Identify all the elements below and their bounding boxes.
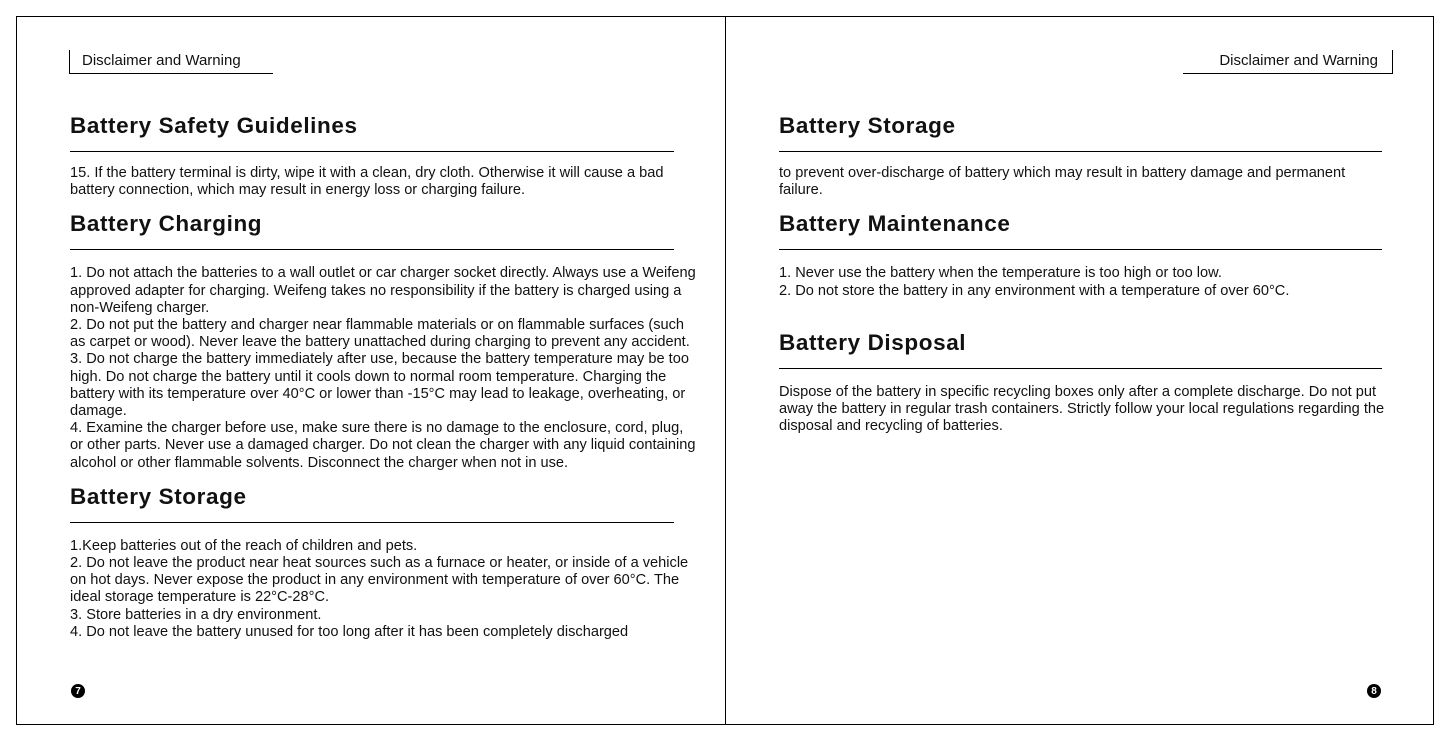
page-number-badge: 7	[71, 684, 85, 698]
section-title: Battery Maintenance	[779, 211, 1382, 250]
section-body	[70, 538, 696, 641]
section-body	[70, 165, 696, 199]
paragraph: Dispose of the battery in specific recycling boxes only after a complete discharge. Do not put away the battery in regular trash containers. Strictly follow your local regulations regarding the disposal and recycling of batteries.	[779, 383, 1385, 435]
section-title: Battery Safety Guidelines	[70, 113, 674, 152]
paragraph: 4. Examine the charger before use, make sure there is no damage to the enclosure, cord, plug, or other parts. Never use a damaged charger. Do not clean the charger with any liquid containing alcohol or other flammable solvents. Disconnect the charger when not in use.	[70, 420, 696, 471]
page-content	[779, 113, 1393, 447]
section-title: Battery Disposal	[779, 330, 1382, 369]
section-title: Battery Storage	[70, 484, 674, 523]
running-head: Disclaimer and Warning	[69, 50, 273, 74]
paragraph: 2. Do not leave the product near heat sources such as a furnace or heater, or inside of a vehicle on hot days. Never expose the product in any environment with temperature of over 60°C. The ideal storage temperature is 22°C-28°C.	[70, 555, 689, 606]
left-page	[17, 17, 726, 724]
section-body	[779, 265, 1393, 299]
paragraph: 1. Never use the battery when the temperature is too high or too low.	[779, 265, 1222, 282]
section-title: Battery Storage	[779, 113, 1382, 152]
paragraph: 15. If the battery terminal is dirty, wipe it with a clean, dry cloth. Otherwise it will cause a bad battery connection, which may result in energy loss or charging failure.	[70, 165, 664, 199]
page-content	[70, 113, 696, 653]
paragraph: 2. Do not put the battery and charger near flammable materials or on flammable surfaces (such as carpet or wood). Never leave the battery unattached during charging to prevent any accident.	[70, 317, 690, 351]
paragraph: to prevent over-discharge of battery which may result in battery damage and permanent failure.	[779, 165, 1346, 199]
section-title: Battery Charging	[70, 211, 674, 250]
paragraph: 4. Do not leave the battery unused for too long after it has been completely discharged	[70, 623, 629, 640]
running-head: Disclaimer and Warning	[1183, 50, 1393, 74]
section-body	[779, 165, 1393, 199]
section-body	[779, 384, 1393, 436]
paragraph: 3. Store batteries in a dry environment.	[70, 606, 322, 623]
section-body	[70, 265, 696, 471]
paragraph: 1. Do not attach the batteries to a wall outlet or car charger socket directly. Always use a Weifeng approved adapter for charging. Weifeng takes no responsibility if the battery is charged using a non-Weifeng charger.	[70, 265, 696, 316]
document-spread	[16, 16, 1434, 725]
paragraph: 3. Do not charge the battery immediately after use, because the battery temperature may be too high. Do not charge the battery until it cools down to normal room temperature. Charging the battery with its temperature over 40°C or lower than -15°C may lead to leakage, overheating, or damage.	[70, 351, 689, 420]
right-page	[726, 17, 1435, 724]
page-number-badge: 8	[1367, 684, 1381, 698]
paragraph: 2. Do not store the battery in any environment with a temperature of over 60°C.	[779, 282, 1290, 299]
paragraph: 1.Keep batteries out of the reach of children and pets.	[70, 537, 418, 554]
